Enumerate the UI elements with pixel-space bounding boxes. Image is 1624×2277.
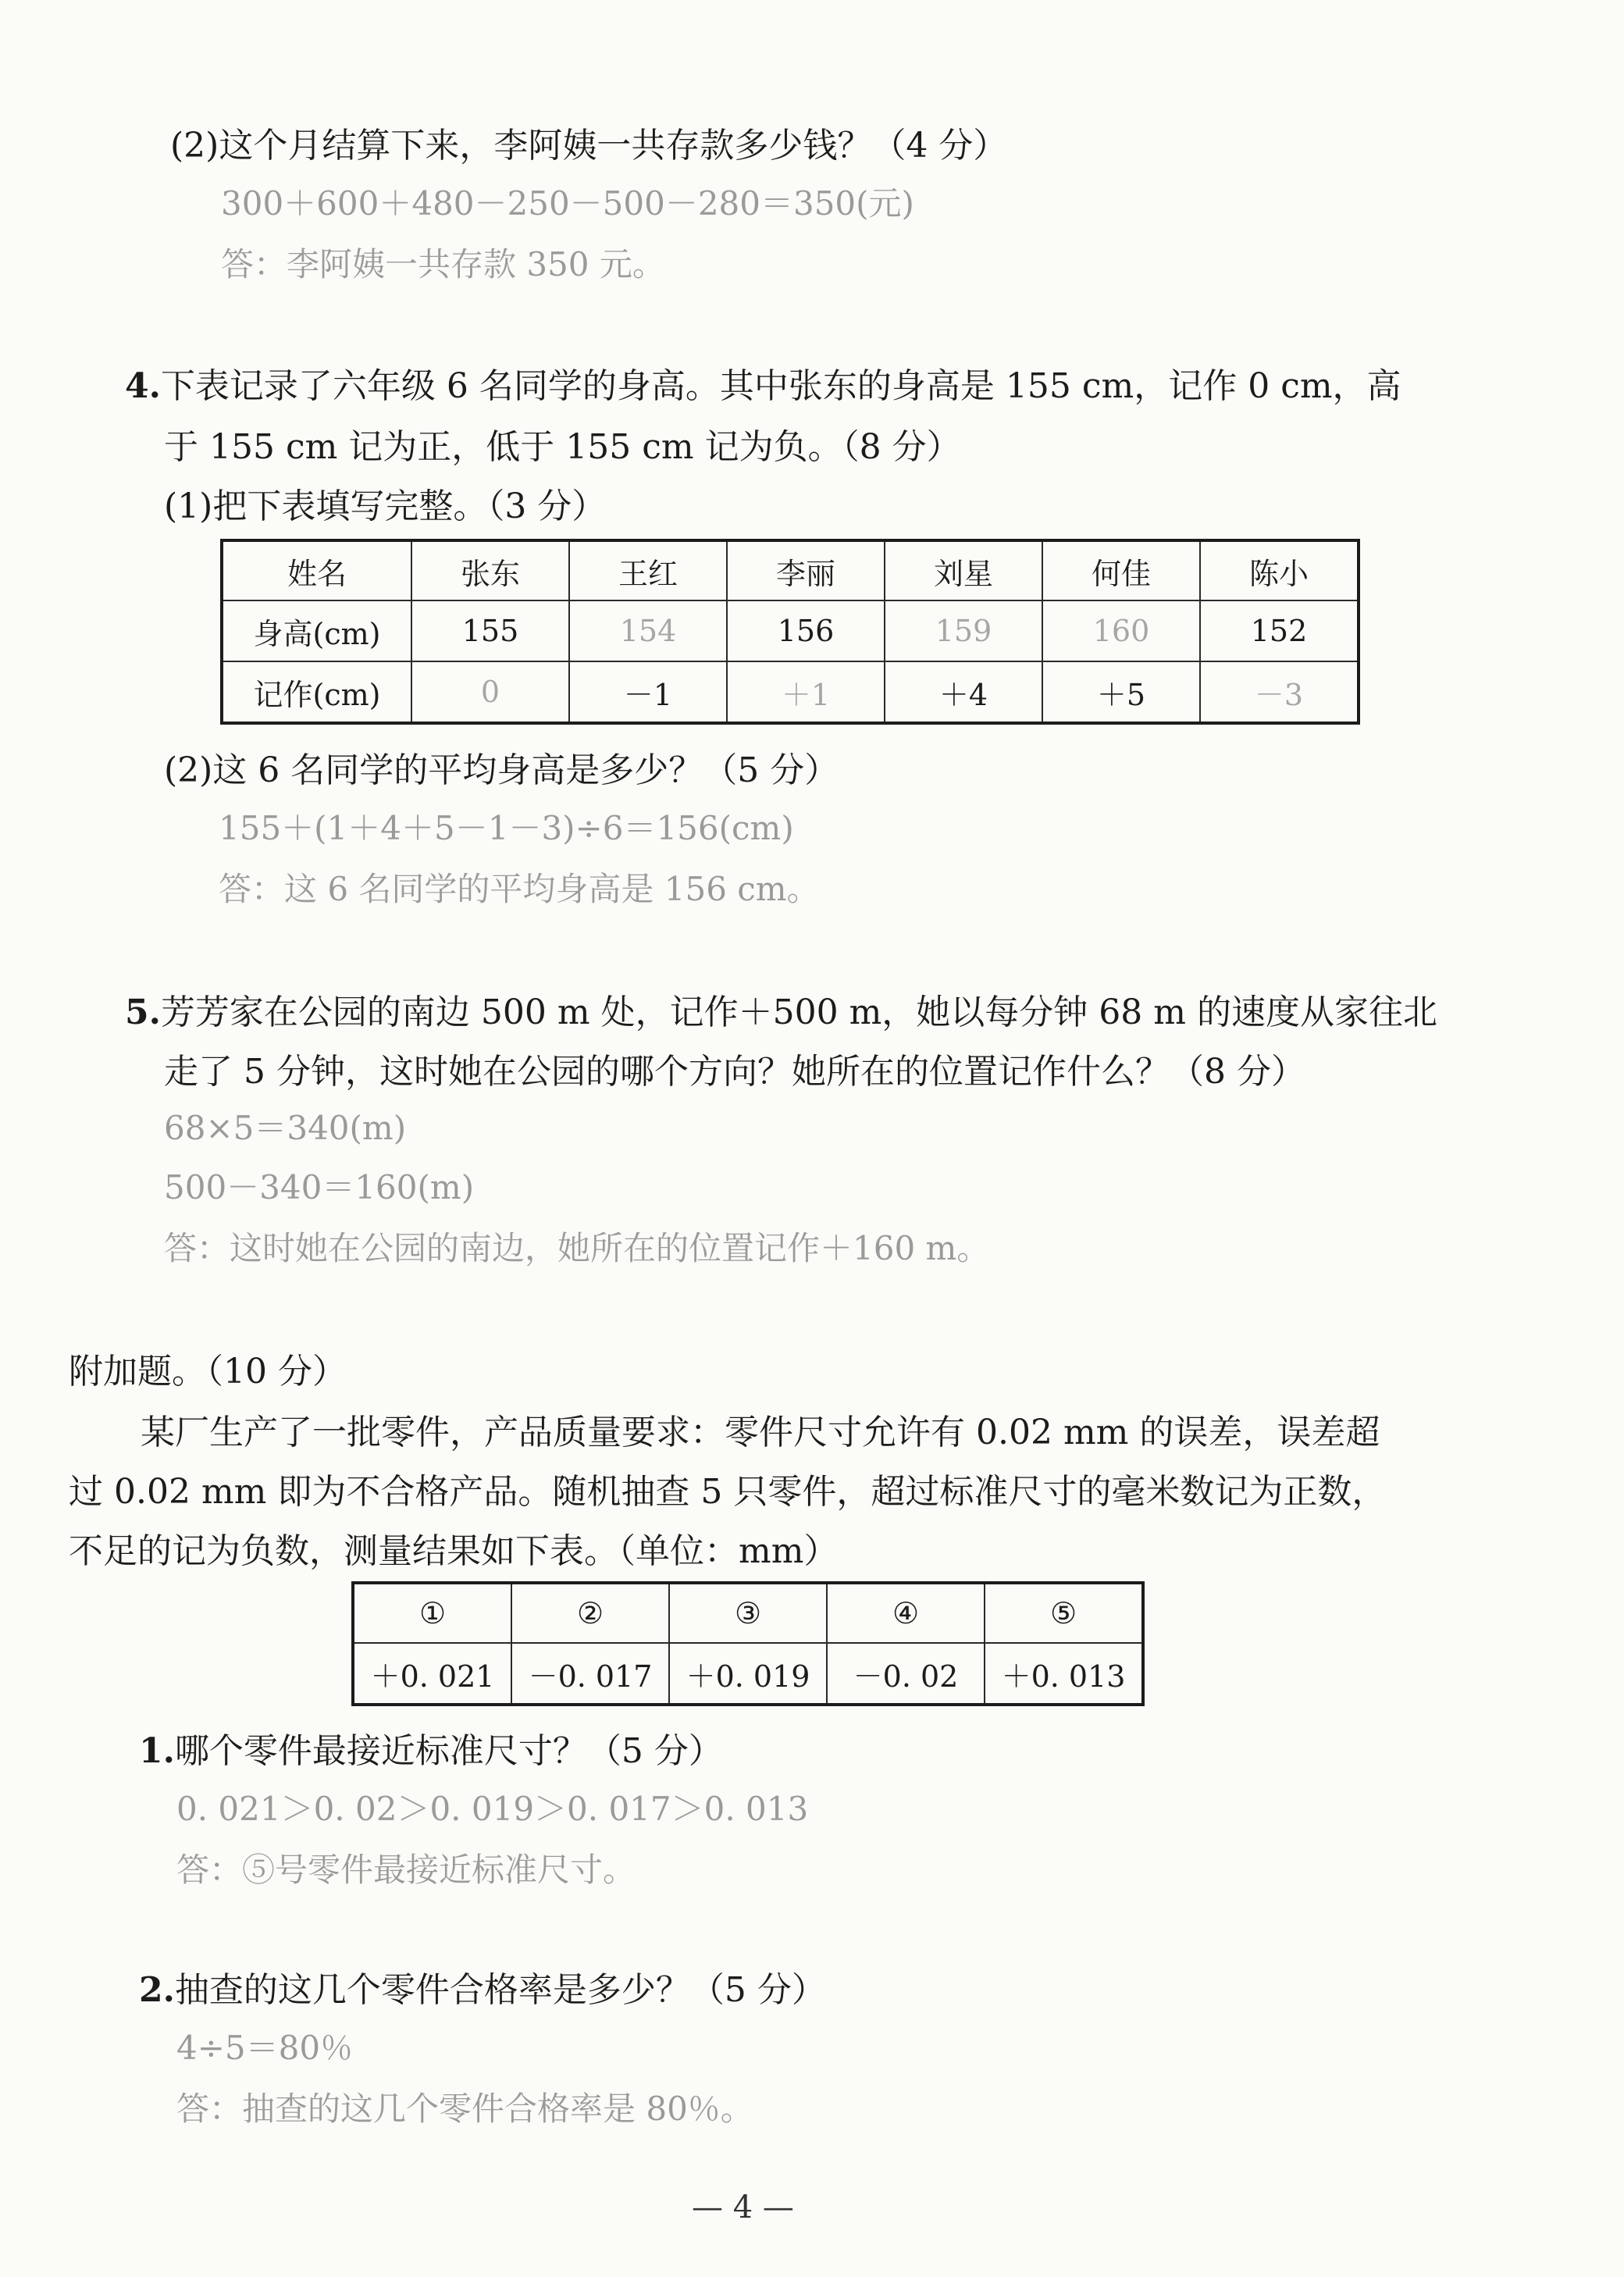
q5-calc2: 500－340＝160(m)	[164, 1168, 475, 1206]
table-row	[222, 661, 1359, 723]
table-header-cell: ①	[353, 1583, 511, 1643]
bonus-q1-calc: 0. 021＞0. 02＞0. 019＞0. 017＞0. 013	[176, 1790, 809, 1828]
table-header-cell: 姓名	[222, 540, 411, 600]
bonus-q2-number: 2.	[139, 1970, 175, 2010]
q4-stem-line2: 于 155 cm 记为正，低于 155 cm 记为负。（8 分）	[164, 427, 961, 467]
bonus-q2	[139, 1962, 826, 2012]
table-cell: ＋0. 019	[669, 1643, 827, 1705]
height-table	[220, 539, 1360, 725]
q4-part2-calc: 155＋(1＋4＋5－1－3)÷6＝156(cm)	[219, 809, 794, 847]
q5-stem-text1: 芳芳家在公园的南边 500 m 处，记作＋500 m，她以每分钟 68 m 的速度从家往北	[160, 992, 1437, 1032]
q5-stem-line2: 走了 5 分钟，这时她在公园的哪个方向？她所在的位置记作什么？（8 分）	[164, 1052, 1305, 1092]
table-cell: 159	[885, 600, 1042, 661]
parts-table	[351, 1581, 1145, 1706]
table-header-cell: ②	[511, 1583, 669, 1643]
page-number: — 4 —	[692, 2190, 794, 2225]
table-header-cell: 陈小	[1200, 540, 1359, 600]
q5-answer: 答：这时她在公园的南边，她所在的位置记作＋160 m。	[164, 1229, 990, 1267]
table-cell: ＋5	[1042, 661, 1200, 723]
table-cell: 155	[411, 600, 569, 661]
table-cell: 156	[727, 600, 885, 661]
bonus-q1	[139, 1723, 723, 1773]
table-header-cell: 张东	[411, 540, 569, 600]
table-cell: 记作(cm)	[222, 661, 411, 723]
table-cell: ＋4	[885, 661, 1042, 723]
q4-part1-question: (1)把下表填写完整。（3 分）	[164, 486, 607, 526]
bonus-q2-question: 抽查的这几个零件合格率是多少？（5 分）	[174, 1970, 826, 2010]
bonus-title: 附加题。（10 分）	[69, 1352, 347, 1392]
table-cell: －1	[569, 661, 727, 723]
q5-calc1: 68×5＝340(m)	[164, 1109, 407, 1147]
table-cell: 160	[1042, 600, 1200, 661]
table-row	[222, 540, 1359, 600]
table-header-cell: 刘星	[885, 540, 1042, 600]
table-cell: －3	[1200, 661, 1359, 723]
q4-part2-answer: 答：这 6 名同学的平均身高是 156 cm。	[219, 870, 820, 908]
q3-part2-calc: 300＋600＋480－250－500－280＝350(元)	[221, 184, 914, 223]
table-cell: 0	[411, 661, 569, 723]
table-row	[353, 1583, 1143, 1643]
table-header-cell: 李丽	[727, 540, 885, 600]
table-cell: 152	[1200, 600, 1359, 661]
table-cell: 154	[569, 600, 727, 661]
bonus-intro-line2: 过 0.02 mm 即为不合格产品。随机抽查 5 只零件，超过标准尺寸的毫米数记为正数，	[69, 1472, 1387, 1512]
q5-number: 5.	[125, 992, 161, 1032]
q3-part2-question: (2)这个月结算下来，李阿姨一共存款多少钱？（4 分）	[170, 126, 1008, 166]
q3-part2-answer: 答：李阿姨一共存款 350 元。	[221, 245, 665, 283]
bonus-intro-line3: 不足的记为负数，测量结果如下表。（单位：mm）	[69, 1531, 839, 1571]
table-header-cell: 何佳	[1042, 540, 1200, 600]
q4-part2-question: (2)这 6 名同学的平均身高是多少？（5 分）	[164, 750, 839, 790]
table-row	[353, 1643, 1143, 1705]
table-cell: ＋1	[727, 661, 885, 723]
table-row	[222, 600, 1359, 661]
bonus-q1-number: 1.	[139, 1731, 175, 1771]
table-header-cell: ⑤	[985, 1583, 1143, 1643]
table-header-cell: 王红	[569, 540, 727, 600]
q4-stem-line1	[125, 358, 1401, 408]
q4-stem-text1: 下表记录了六年级 6 名同学的身高。其中张东的身高是 155 cm，记作 0 cm，高	[160, 366, 1401, 406]
table-cell: ＋0. 021	[353, 1643, 511, 1705]
bonus-q1-question: 哪个零件最接近标准尺寸？（5 分）	[174, 1731, 723, 1771]
bonus-q2-calc: 4÷5＝80％	[176, 2029, 354, 2067]
q5-stem-line1	[125, 984, 1437, 1034]
table-header-cell: ③	[669, 1583, 827, 1643]
table-cell: ＋0. 013	[985, 1643, 1143, 1705]
bonus-q1-answer: 答：⑤号零件最接近标准尺寸。	[176, 1851, 636, 1889]
q4-number: 4.	[125, 366, 161, 406]
table-cell: －0. 02	[827, 1643, 985, 1705]
bonus-q2-answer: 答：抽查的这几个零件合格率是 80％。	[176, 2090, 753, 2128]
table-header-cell: ④	[827, 1583, 985, 1643]
bonus-intro-line1: 某厂生产了一批零件，产品质量要求：零件尺寸允许有 0.02 mm 的误差，误差超	[141, 1413, 1380, 1452]
table-cell: 身高(cm)	[222, 600, 411, 661]
table-cell: －0. 017	[511, 1643, 669, 1705]
